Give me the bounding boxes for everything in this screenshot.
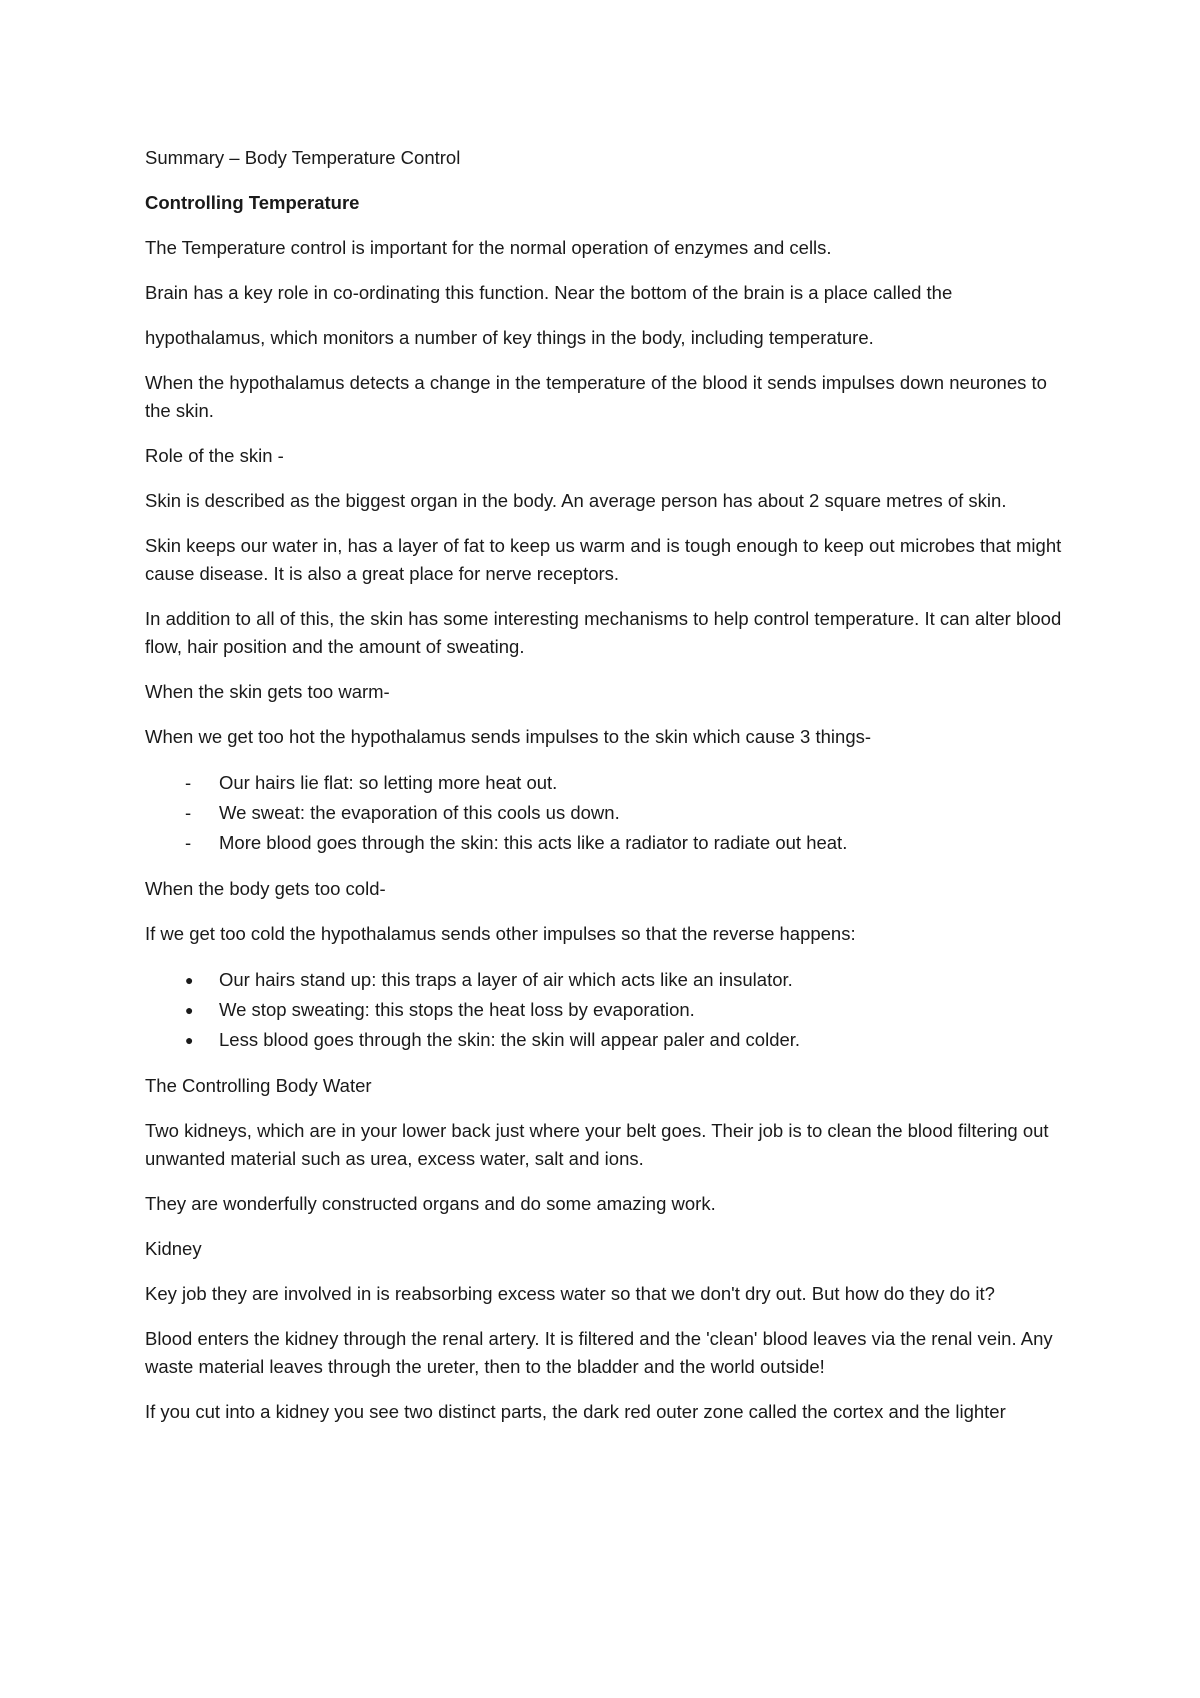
section-heading: Controlling Temperature <box>145 192 360 213</box>
bullet-icon: ● <box>185 1032 194 1048</box>
subheading-role-of-skin: Role of the skin - <box>145 445 284 466</box>
list-item <box>145 798 1075 828</box>
list-item-text: We sweat: the evaporation of this cools us down. <box>219 802 620 823</box>
list-item-text: Our hairs stand up: this traps a layer of air which acts like an insulator. <box>219 969 793 990</box>
paragraph: Key job they are involved in is reabsorbing excess water so that we don't dry out. But how do they do it? <box>145 1283 995 1304</box>
list-item <box>145 1025 1075 1055</box>
paragraph: In addition to all of this, the skin has some interesting mechanisms to help control temperature. It can alter blood flow, hair position and the amount of sweating. <box>145 608 1062 657</box>
paragraph: Skin is described as the biggest organ in the body. An average person has about 2 square metres of skin. <box>145 490 1007 511</box>
paragraph: They are wonderfully constructed organs and do some amazing work. <box>145 1193 716 1214</box>
bullet-icon: ● <box>185 1002 194 1018</box>
list-item <box>145 965 1075 995</box>
list-item-text: Our hairs lie flat: so letting more heat out. <box>219 772 558 793</box>
cold-response-list <box>145 965 1075 1055</box>
paragraph: Blood enters the kidney through the renal artery. It is filtered and the 'clean' blood leaves via the renal vein. Any waste material leaves through the ureter, then to the bladder and the world outside! <box>145 1328 1053 1377</box>
paragraph: If we get too cold the hypothalamus sends other impulses so that the reverse happens: <box>145 923 856 944</box>
list-item <box>145 768 1075 798</box>
subheading-kidney: Kidney <box>145 1238 202 1259</box>
dash-marker: - <box>185 832 192 853</box>
dash-marker: - <box>185 772 192 793</box>
list-item-text: Less blood goes through the skin: the skin will appear paler and colder. <box>219 1029 801 1050</box>
list-item <box>145 828 1075 858</box>
subheading-too-cold: When the body gets too cold- <box>145 878 386 899</box>
bullet-icon: ● <box>185 972 194 988</box>
subheading-body-water: The Controlling Body Water <box>145 1075 372 1096</box>
paragraph: hypothalamus, which monitors a number of key things in the body, including temperature. <box>145 327 874 348</box>
warm-response-list <box>145 768 1075 858</box>
document-page <box>145 144 1075 1443</box>
paragraph: When the hypothalamus detects a change in the temperature of the blood it sends impulses down neurones to the skin. <box>145 372 1047 421</box>
document-title: Summary – Body Temperature Control <box>145 147 461 168</box>
paragraph: If you cut into a kidney you see two distinct parts, the dark red outer zone called the cortex and the lighter <box>145 1401 1006 1422</box>
list-item <box>145 995 1075 1025</box>
paragraph: When we get too hot the hypothalamus sends impulses to the skin which cause 3 things- <box>145 726 872 747</box>
subheading-too-warm: When the skin gets too warm- <box>145 681 390 702</box>
list-item-text: More blood goes through the skin: this acts like a radiator to radiate out heat. <box>219 832 848 853</box>
list-item-text: We stop sweating: this stops the heat loss by evaporation. <box>219 999 695 1020</box>
paragraph: The Temperature control is important for the normal operation of enzymes and cells. <box>145 237 832 258</box>
paragraph: Skin keeps our water in, has a layer of fat to keep us warm and is tough enough to keep out microbes that might cause disease. It is also a great place for nerve receptors. <box>145 535 1062 584</box>
paragraph: Two kidneys, which are in your lower back just where your belt goes. Their job is to clean the blood filtering out unwanted material such as urea, excess water, salt and ions. <box>145 1120 1049 1169</box>
dash-marker: - <box>185 802 192 823</box>
paragraph: Brain has a key role in co-ordinating this function. Near the bottom of the brain is a place called the <box>145 282 953 303</box>
